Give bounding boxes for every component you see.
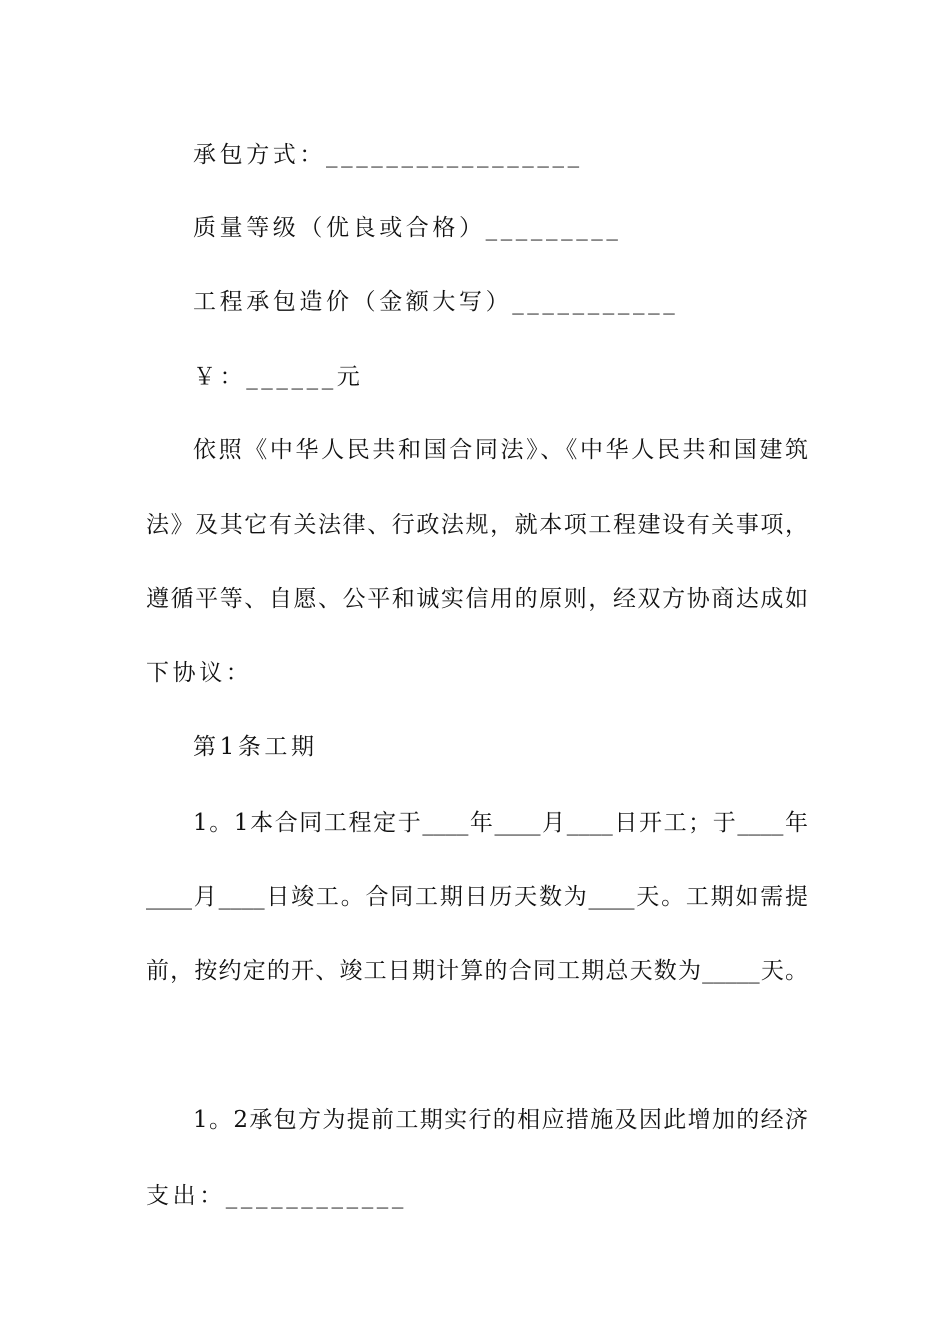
preamble-line-1: 依照《中华人民共和国合同法》、《中华人民共和国建筑 (193, 437, 808, 463)
yuan-amount-line: ￥：______元 (193, 364, 364, 390)
clause-1-1-line-1: 1。1本合同工程定于____年____月____日开工；于____年 (193, 810, 808, 836)
preamble-line-3: 遵循平等、自愿、公平和诚实信用的原则，经双方协商达成如 (146, 586, 808, 612)
preamble-line-2: 法》及其它有关法律、行政法规，就本项工程建设有关事项， (146, 512, 808, 538)
quality-grade-line: 质量等级（优良或合格）_________ (193, 215, 622, 241)
clause-1-1-line-2: ____月____日竣工。合同工期日历天数为____天。工期如需提 (146, 884, 808, 910)
clause-1-1-line-3: 前，按约定的开、竣工日期计算的合同工期总天数为_____天。 (146, 958, 808, 984)
contract-price-line: 工程承包造价（金额大写）___________ (193, 289, 679, 315)
article-1-heading: 第1条工期 (193, 734, 318, 760)
clause-1-2-line-1: 1。2承包方为提前工期实行的相应措施及因此增加的经济 (193, 1107, 808, 1133)
contract-method-line: 承包方式：_________________ (193, 142, 583, 168)
clause-1-2-line-2: 支出：____________ (146, 1183, 407, 1209)
preamble-line-4: 下协议： (146, 660, 253, 686)
